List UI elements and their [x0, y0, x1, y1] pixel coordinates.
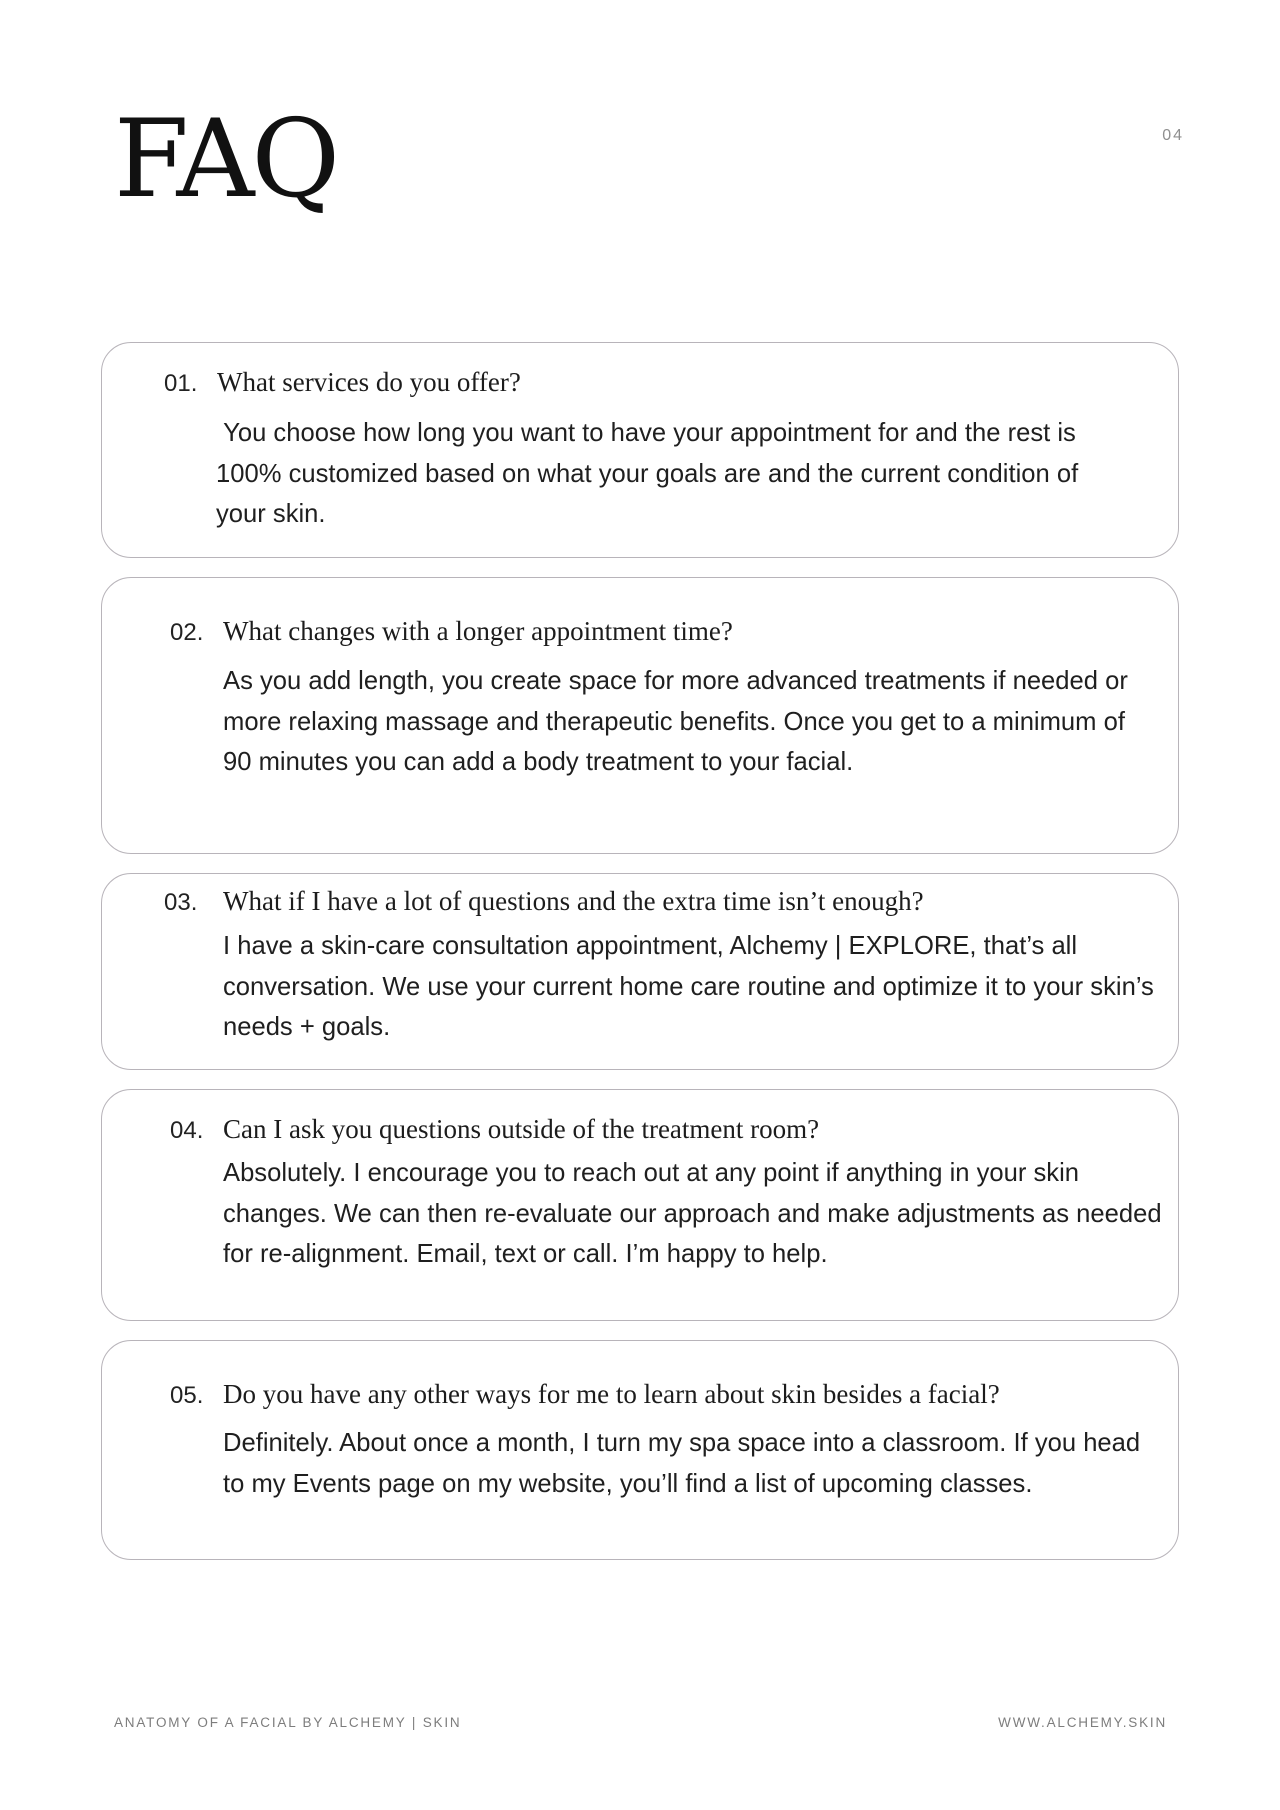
faq-number: 02. — [170, 619, 204, 646]
faq-answer: Definitely. About once a month, I turn my spa space into a classroom. If you head to my Events page on my website, you’ll find a list of upcoming classes. — [223, 1429, 1141, 1498]
faq-header — [164, 886, 924, 917]
footer-website-link[interactable]: WWW.ALCHEMY.SKIN — [998, 1715, 1167, 1730]
faq-question: What changes with a longer appointment time? — [223, 616, 733, 646]
faq-answer: As you add length, you create space for more advanced treatments if needed or more relaxing massage and therapeutic benefits. Once you get to a minimum of 90 minutes you can add a body treatment to your facial. — [223, 667, 1128, 776]
page-title: FAQ — [114, 97, 338, 222]
faq-card-01 — [101, 342, 1179, 558]
faq-question: Do you have any other ways for me to learn about skin besides a facial? — [223, 1379, 1000, 1409]
faq-card-05 — [101, 1340, 1179, 1560]
faq-header — [170, 1114, 819, 1145]
faq-answer: I have a skin-care consultation appointment, Alchemy | EXPLORE, that’s all conversation. We use your current home care routine and optimize it to your skin’s needs + goals. — [223, 932, 1154, 1041]
faq-question: What if I have a lot of questions and the extra time isn’t enough? — [223, 886, 924, 916]
faq-number: 01. — [164, 370, 198, 397]
footer-brand: ANATOMY OF A FACIAL BY ALCHEMY | SKIN — [114, 1715, 462, 1730]
faq-card-04 — [101, 1089, 1179, 1321]
faq-answer: Absolutely. I encourage you to reach out at any point if anything in your skin changes. We can then re-evaluate our approach and make adjustments as needed for re-alignment. Email, text or call. I’m happy to help. — [223, 1159, 1162, 1268]
page-number: 04 — [1162, 127, 1184, 144]
faq-header — [164, 367, 521, 398]
faq-card-03 — [101, 873, 1179, 1070]
faq-number: 03. — [164, 889, 198, 916]
faq-card-02 — [101, 577, 1179, 854]
faq-header — [170, 616, 733, 647]
faq-question: What services do you offer? — [217, 367, 521, 397]
faq-number: 04. — [170, 1117, 204, 1144]
faq-answer: You choose how long you want to have your appointment for and the rest is 100% customized based on what your goals are and the current condition of your skin. — [216, 419, 1086, 528]
faq-header — [170, 1379, 1000, 1410]
faq-question: Can I ask you questions outside of the treatment room? — [223, 1114, 820, 1144]
faq-number: 05. — [170, 1382, 204, 1409]
